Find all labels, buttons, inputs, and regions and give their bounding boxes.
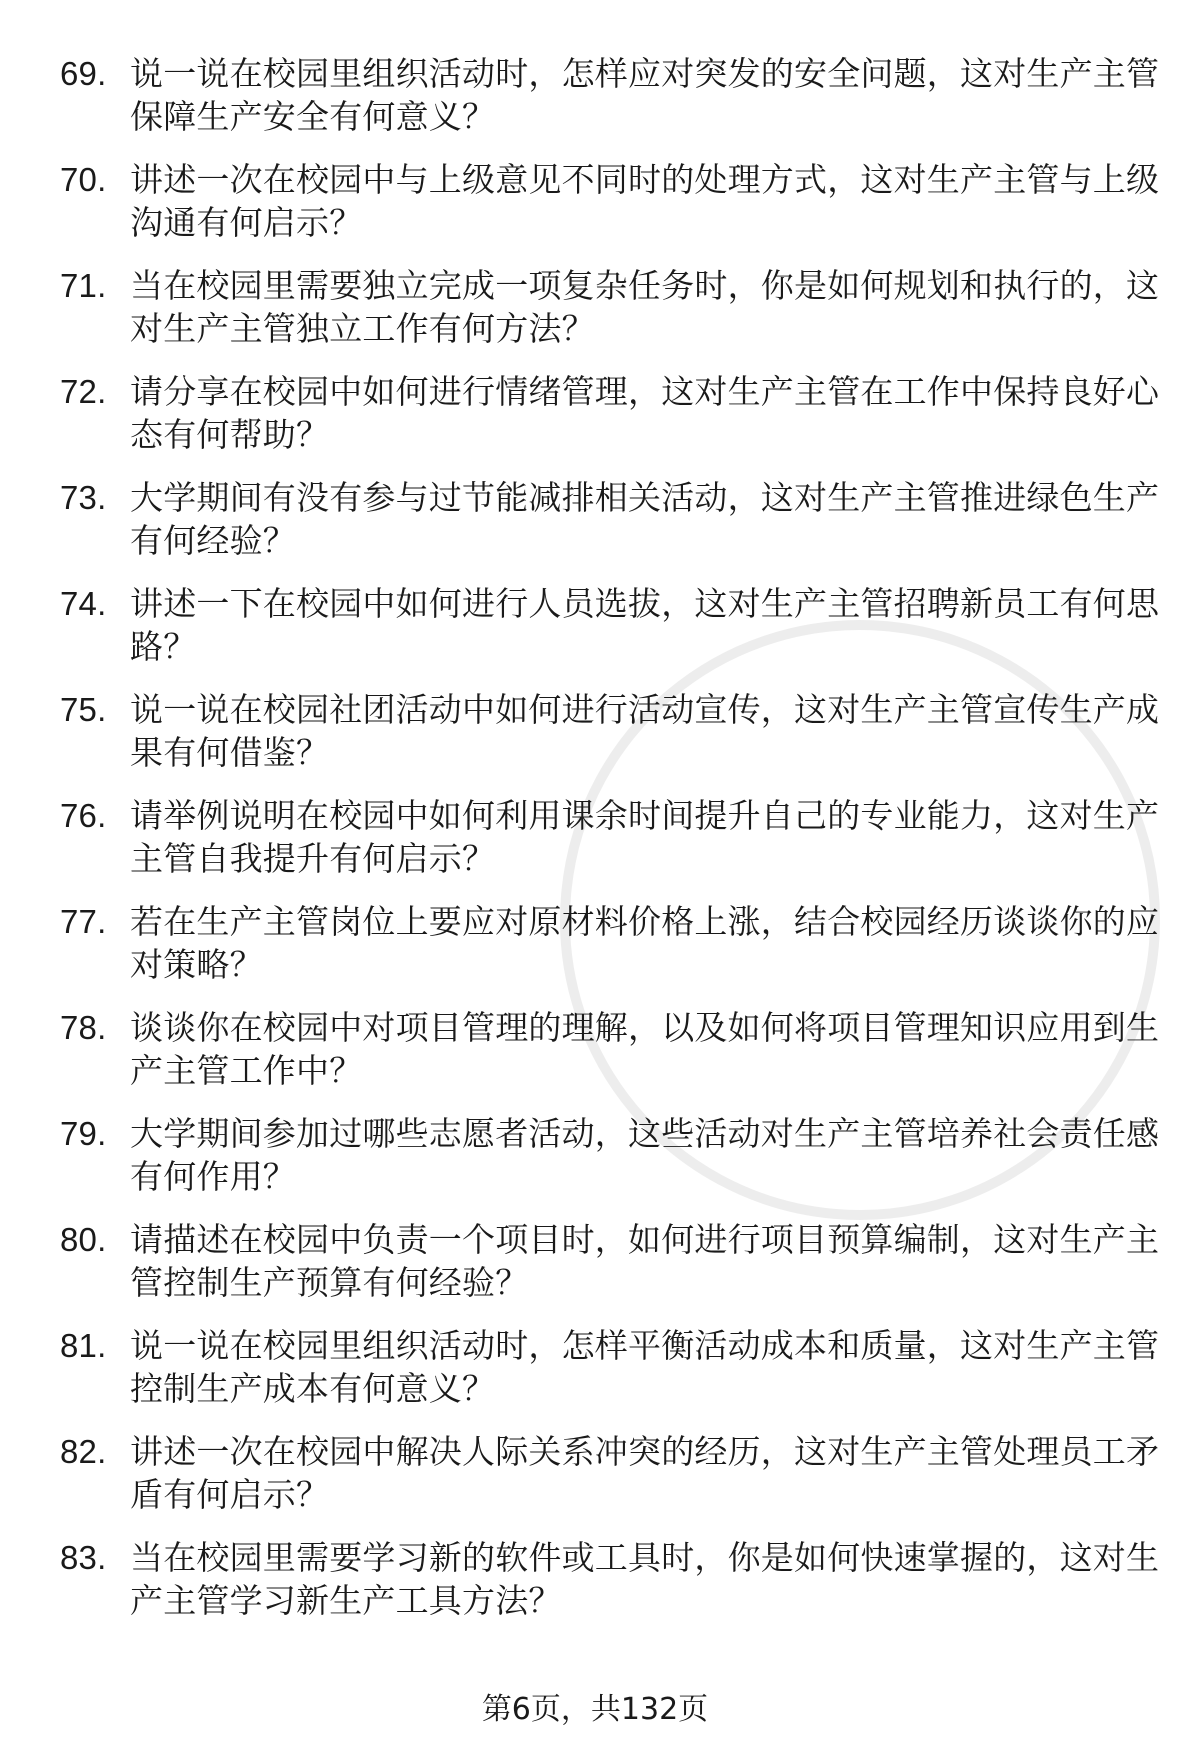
question-text: 当在校园里需要学习新的软件或工具时，你是如何快速掌握的，这对生产主管学习新生产工具方法？ [130, 1538, 1160, 1620]
list-item [60, 688, 1160, 774]
question-text: 请举例说明在校园中如何利用课余时间提升自己的专业能力，这对生产主管自我提升有何启示？ [130, 796, 1160, 878]
question-number: 71. [60, 267, 107, 304]
question-number: 69. [60, 55, 107, 92]
question-number: 83. [60, 1539, 107, 1576]
list-item [60, 1430, 1160, 1516]
question-text: 谈谈你在校园中对项目管理的理解，以及如何将项目管理知识应用到生产主管工作中？ [130, 1008, 1160, 1090]
list-item [60, 1218, 1160, 1304]
list-item [60, 1536, 1160, 1622]
list-item [60, 1006, 1160, 1092]
question-number: 72. [60, 373, 107, 410]
question-number: 77. [60, 903, 107, 940]
question-text: 大学期间有没有参与过节能减排相关活动，这对生产主管推进绿色生产有何经验？ [130, 478, 1160, 560]
question-text: 当在校园里需要独立完成一项复杂任务时，你是如何规划和执行的，这对生产主管独立工作有何方法？ [130, 266, 1160, 348]
question-text: 讲述一次在校园中解决人际关系冲突的经历，这对生产主管处理员工矛盾有何启示？ [130, 1432, 1160, 1514]
question-text: 请分享在校园中如何进行情绪管理，这对生产主管在工作中保持良好心态有何帮助？ [130, 372, 1160, 454]
question-text: 讲述一下在校园中如何进行人员选拔，这对生产主管招聘新员工有何思路？ [130, 584, 1160, 666]
question-text: 说一说在校园里组织活动时，怎样应对突发的安全问题，这对生产主管保障生产安全有何意义？ [130, 54, 1160, 136]
question-list [60, 52, 1160, 1642]
question-number: 76. [60, 797, 107, 834]
question-number: 82. [60, 1433, 107, 1470]
list-item [60, 264, 1160, 350]
question-number: 79. [60, 1115, 107, 1152]
question-number: 81. [60, 1327, 107, 1364]
list-item [60, 158, 1160, 244]
question-text: 讲述一次在校园中与上级意见不同时的处理方式，这对生产主管与上级沟通有何启示？ [130, 160, 1160, 242]
question-text: 请描述在校园中负责一个项目时，如何进行项目预算编制，这对生产主管控制生产预算有何经验？ [130, 1220, 1160, 1302]
list-item [60, 476, 1160, 562]
list-item [60, 1324, 1160, 1410]
list-item [60, 52, 1160, 138]
question-text: 大学期间参加过哪些志愿者活动，这些活动对生产主管培养社会责任感有何作用？ [130, 1114, 1160, 1196]
page-number-footer: 第6页，共132页 [481, 1692, 709, 1727]
question-text: 说一说在校园社团活动中如何进行活动宣传，这对生产主管宣传生产成果有何借鉴？ [130, 690, 1160, 772]
question-number: 75. [60, 691, 107, 728]
question-number: 78. [60, 1009, 107, 1046]
question-text: 若在生产主管岗位上要应对原材料价格上涨，结合校园经历谈谈你的应对策略？ [130, 902, 1160, 984]
question-number: 80. [60, 1221, 107, 1258]
list-item [60, 582, 1160, 668]
question-number: 73. [60, 479, 107, 516]
list-item [60, 370, 1160, 456]
question-text: 说一说在校园里组织活动时，怎样平衡活动成本和质量，这对生产主管控制生产成本有何意义？ [130, 1326, 1160, 1408]
list-item [60, 900, 1160, 986]
list-item [60, 794, 1160, 880]
question-number: 74. [60, 585, 107, 622]
question-number: 70. [60, 161, 107, 198]
list-item [60, 1112, 1160, 1198]
